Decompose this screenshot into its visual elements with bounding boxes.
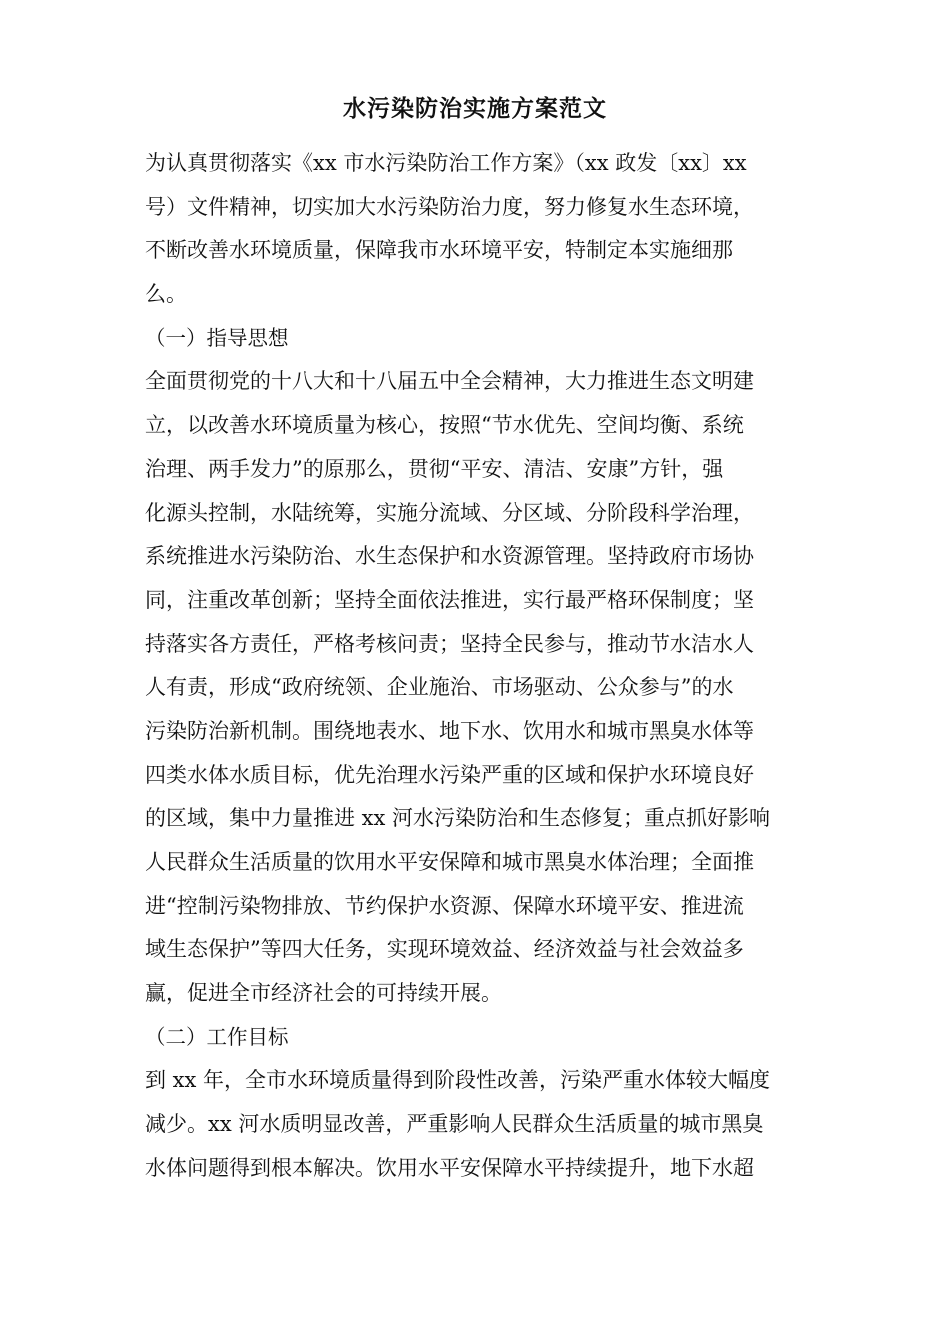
text-line: 持落实各方责任，严格考核问责；坚持全民参与，推动节水洁水人 xyxy=(145,631,754,656)
text-line: 号）文件精神，切实加大水污染防治力度，努力修复水生态环境， xyxy=(145,194,754,219)
text-line: 污染防治新机制。围绕地表水、地下水、饮用水和城市黑臭水体等 xyxy=(145,718,754,743)
text-line: 同，注重改革创新；坚持全面依法推进，实行最严格环保制度；坚 xyxy=(145,587,754,612)
text-line: 赢，促进全市经济社会的可持续开展。 xyxy=(145,981,502,1006)
text-line: 进“控制污染物排放、节约保护水资源、保障水环境平安、推进流 xyxy=(145,893,744,918)
text-line: 四类水体水质目标，优先治理水污染严重的区域和保护水环境良好 xyxy=(145,762,754,787)
text-line: 的区域，集中力量推进 xx 河水污染防治和生态修复；重点抓好影响 xyxy=(145,806,771,831)
text-line: 域生态保护”等四大任务，实现环境效益、经济效益与社会效益多 xyxy=(145,937,744,962)
text-line: 为认真贯彻落实《xx 市水污染防治工作方案》（xx 政发〔xx〕xx xyxy=(145,151,747,175)
text-line: 水体问题得到根本解决。饮用水平安保障水平持续提升，地下水超 xyxy=(145,1155,754,1180)
section-heading-guiding-ideology: （一）指导思想 xyxy=(145,325,289,350)
document-title: 水污染防治实施方案范文 xyxy=(343,95,607,122)
text-line: 立，以改善水环境质量为核心，按照“节水优先、空间均衡、系统 xyxy=(145,413,744,438)
text-line: 么。 xyxy=(145,282,187,307)
text-line: 到 xx 年，全市水环境质量得到阶段性改善，污染严重水体较大幅度 xyxy=(145,1068,771,1093)
text-line: 人民群众生活质量的饮用水平安保障和城市黑臭水体治理；全面推 xyxy=(145,850,754,874)
text-line: 化源头控制，水陆统筹，实施分流域、分区域、分阶段科学治理， xyxy=(145,500,754,525)
text-line: 不断改善水环境质量，保障我市水环境平安，特制定本实施细那 xyxy=(145,238,733,263)
section-heading-work-goals: （二）工作目标 xyxy=(145,1024,289,1049)
text-line: 人有责，形成“政府统领、企业施治、市场驱动、公众参与”的水 xyxy=(145,675,734,700)
text-line: 全面贯彻党的十八大和十八届五中全会精神，大力推进生态文明建 xyxy=(145,369,754,394)
text-line: 减少。xx 河水质明显改善，严重影响人民群众生活质量的城市黑臭 xyxy=(145,1112,764,1137)
document-body xyxy=(145,142,805,1191)
text-line: 治理、两手发力”的原那么，贯彻“平安、清洁、安康”方针，强 xyxy=(145,456,724,481)
text-line: 系统推进水污染防治、水生态保护和水资源管理。坚持政府市场协 xyxy=(145,544,754,569)
